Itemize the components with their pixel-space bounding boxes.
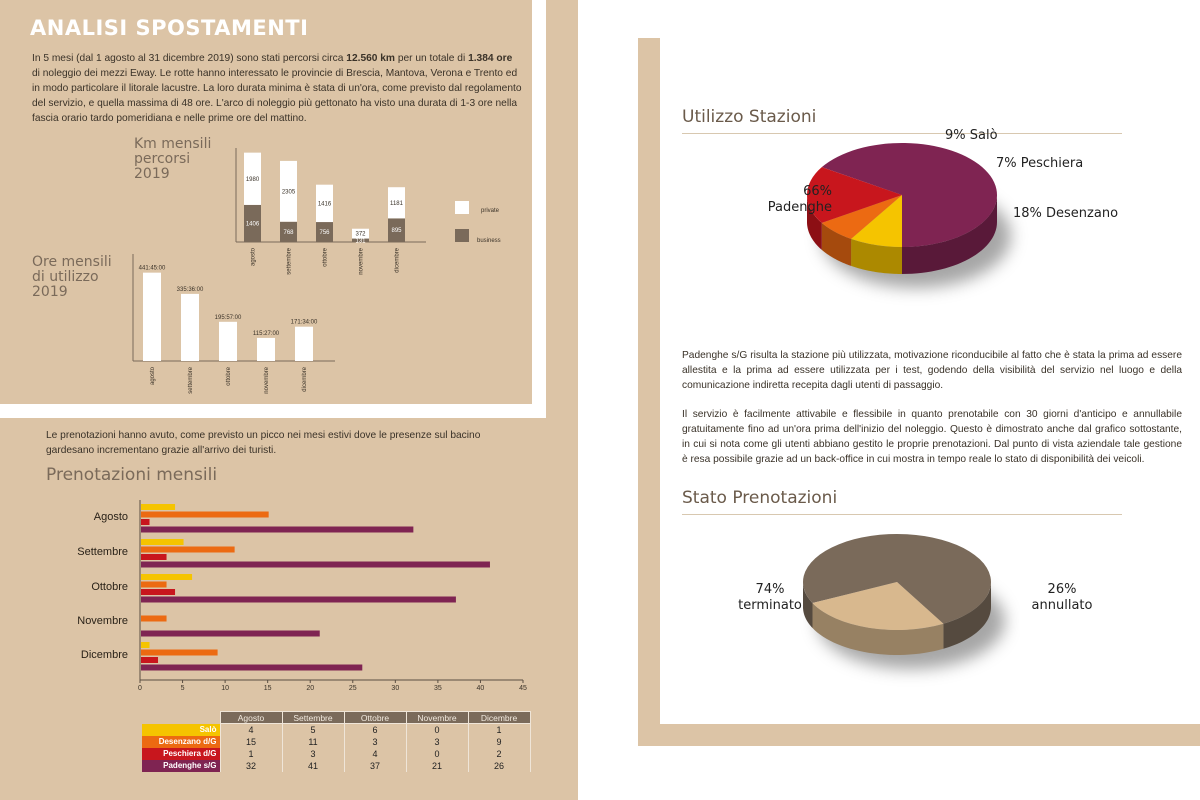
title-underline-2 [682,514,1122,515]
table-header-cell: Settembre [282,712,344,724]
table-row [142,724,530,736]
km-value-label-business: 895 [391,228,402,235]
km-value-label-business: 131 [355,238,366,245]
ore-bar [257,338,275,361]
prenot-bar-0 [141,539,184,545]
ore-label-line3: 2019 [32,284,68,300]
annullato-pct: 26% [1047,582,1077,597]
table-cell: 21 [406,760,468,772]
km-value-label-business: 756 [319,230,330,237]
prenot-bar-0 [141,504,175,510]
table-header-row [142,712,530,724]
intro-paragraph [32,51,522,126]
intro-text-3: di noleggio dei mezzi Eway. Le rotte hanno interessato le provincie di Brescia, Mantova, Verona e Trento ed in modo particolare il litorale lacustre. La loro durata minima è stata di un'ora, come previsto dal regolamento del servizio, e quella massima di 48 ore. L'arco di noleggio più gettonato ha visto una durata di 1-3 ore nella fascia orario tardo pomeridiana e nelle prime ore del mattino. [32,68,522,124]
prenot-x-tick-label: 15 [263,685,272,692]
table-cell: 15 [220,736,282,748]
ore-chart-label [32,255,112,300]
prenot-bar-1 [141,650,218,656]
prenot-bar-1 [141,547,235,553]
utilizzo-stazioni-title: Utilizzo Stazioni [682,107,817,127]
paragraph-stations: Padenghe s/G risulta la stazione più utilizzata, motivazione riconducibile al fatto che è stata la prima ad essere allestita e la prima ad essere utilizzata per i test, godendo della visibilità del servizio nel luogo e della comunicazione indiretta recepita dagli utenti di passaggio. [682,350,1182,391]
table-cell: 5 [282,724,344,736]
km-value-label-business: 1406 [245,221,260,228]
prenot-x-tick-label: 45 [519,685,527,692]
km-category-label: settembre [286,248,293,275]
prenotazioni-table [142,711,531,772]
table-header-cell: Ottobre [344,712,406,724]
prenot-bar-2 [141,657,158,663]
table-cell: 11 [282,736,344,748]
ore-value-label: 171:34:00 [290,319,318,326]
prenot-bar-2 [141,519,150,525]
pie-label-annullato [1030,582,1094,614]
page-divider-horizontal [0,404,546,418]
km-value-label-private: 1416 [317,201,332,208]
table-cell: 4 [344,748,406,760]
prenot-bar-2 [141,589,175,595]
km-label-line1: Km mensili [134,136,212,152]
right-frame-left [638,38,660,744]
ore-bar [295,327,313,361]
km-category-label: agosto [250,248,257,267]
prenot-x-tick-label: 0 [138,685,142,692]
table-cell: 9 [468,736,530,748]
intro-text-1: In 5 mesi (dal 1 agosto al 31 dicembre 2019) sono stati percorsi circa [32,53,347,64]
ore-chart [125,250,340,400]
km-value-label-business: 768 [283,229,294,236]
table-cell: 2 [468,748,530,760]
ore-label-line1: Ore mensili [32,254,112,270]
pie-label-padenghe [767,184,832,216]
prenot-x-tick-label: 40 [476,685,485,692]
table-cell: 32 [220,760,282,772]
prenot-x-tick-label: 20 [306,685,315,692]
legend-private-swatch [455,201,469,214]
padenghe-name: Padenghe [767,200,832,215]
right-frame-bottom [638,724,1200,746]
km-value-label-private: 2305 [281,189,296,196]
prenot-category-label: Agosto [93,511,128,523]
prenot-x-tick-label: 30 [391,685,400,692]
table-cell: 1 [468,724,530,736]
table-row [142,736,530,748]
prenot-bar-1 [141,616,167,622]
left-page [0,0,578,800]
terminato-name: terminato [738,598,802,613]
prenot-bar-1 [141,512,269,518]
ore-value-label: 195:57:00 [214,314,242,321]
pie-label-salo: 9% Salò [945,128,998,143]
table-cell: 26 [468,760,530,772]
ore-bar [181,294,199,361]
km-category-label: ottobre [322,248,329,267]
table-cell: 37 [344,760,406,772]
table-header-cell: Agosto [220,712,282,724]
prenot-bar-3 [141,562,490,568]
table-row-label: Salò [142,724,220,736]
prenot-bar-3 [141,631,320,637]
pie-label-terminato [738,582,802,614]
intro-hours-value: 1.384 ore [468,53,513,64]
km-value-label-private: 1980 [245,176,260,183]
prenot-category-label: Settembre [77,546,128,558]
legend-private-label: private [481,208,500,214]
table-row [142,748,530,760]
ore-label-line2: di utilizzo [32,269,99,285]
prenot-category-label: Novembre [77,615,128,627]
table-cell: 1 [220,748,282,760]
prenot-bar-2 [141,554,167,560]
km-chart-label [134,137,211,182]
table-cell: 6 [344,724,406,736]
legend-business-label: business [477,238,501,244]
km-category-label: dicembre [394,248,401,273]
km-value-label-private: 372 [355,231,366,238]
terminato-pct: 74% [755,582,785,597]
ore-category-label: dicembre [302,367,308,392]
table-cell: 0 [406,748,468,760]
prenot-category-label: Dicembre [80,649,128,661]
ore-category-label: settembre [188,367,194,394]
prenotazioni-title: Prenotazioni mensili [46,465,218,485]
legend-business-swatch [455,229,469,242]
ore-category-label: ottobre [226,367,232,386]
prenot-bar-3 [141,527,413,533]
km-label-line3: 2019 [134,166,170,182]
ore-bar [143,273,161,361]
table-cell: 4 [220,724,282,736]
km-category-label: novembre [358,248,365,275]
prenot-category-label: Ottobre [91,581,128,593]
prenot-bar-0 [141,574,192,580]
table-header-cell: Novembre [406,712,468,724]
table-row-label: Desenzano d/G [142,736,220,748]
intro-text-2: per un totale di [395,53,469,64]
prenot-x-tick-label: 35 [433,685,442,692]
table-row-label: Padenghe s/G [142,760,220,772]
prenot-x-tick-label: 25 [348,685,357,692]
table-cell: 3 [282,748,344,760]
ore-value-label: 441:45:00 [138,265,166,272]
table-corner [142,712,220,724]
ore-value-label: 335:36:00 [176,286,204,293]
table-cell: 3 [344,736,406,748]
pie-label-peschiera: 7% Peschiera [996,156,1084,171]
stato-prenotazioni-title: Stato Prenotazioni [682,488,838,508]
intro-km-value: 12.560 km [346,53,395,64]
km-label-line2: percorsi [134,151,191,167]
prenot-bar-3 [141,665,362,671]
prenot-bar-3 [141,597,456,603]
table-cell: 41 [282,760,344,772]
pie-label-desenzano: 18% Desenzano [1013,206,1119,221]
annullato-name: annullato [1031,598,1093,613]
ore-bar [219,322,237,361]
km-value-label-private: 1181 [390,200,403,207]
prenot-bar-1 [141,582,167,588]
paragraph-service: Il servizio è facilmente attivabile e flessibile in quanto prenotabile con 30 giorni d'anticipo e annullabile gratuitamente fino ad un'ora prima dell'inizio del noleggio. Questo è dimostrato anche dal grafico sottostante, in cui si nota come gli utenti abbiano gestito le proprie prenotazioni. Dal punto di vista aziendale tale gestione è resa possibile grazie ad un back-office in cui mostra in tempo reale lo stato di disponibilità dei veicoli. [682,409,1182,465]
table-row [142,760,530,772]
prenot-bar-0 [141,642,150,648]
table-header-cell: Dicembre [468,712,530,724]
ore-category-label: agosto [150,367,156,386]
prenotazioni-chart [60,500,540,700]
prenot-x-tick-label: 10 [221,685,230,692]
table-body [142,724,530,772]
table-cell: 3 [406,736,468,748]
ore-value-label: 115:27:00 [252,330,280,337]
booking-status-pie-chart [800,525,1020,715]
ore-category-label: novembre [264,367,270,394]
section-title: ANALISI SPOSTAMENTI [30,16,309,40]
padenghe-pct: 66% [803,184,832,199]
prenot-x-tick-label: 5 [180,685,185,692]
booking-intro: Le prenotazioni hanno avuto, come previsto un picco nei mesi estivi dove le presenze sul bacino gardesano incrementano grazie all'arrivo dei turisti. [46,430,481,456]
page-divider-vertical [532,0,546,418]
table-row-label: Peschiera d/G [142,748,220,760]
table-cell: 0 [406,724,468,736]
